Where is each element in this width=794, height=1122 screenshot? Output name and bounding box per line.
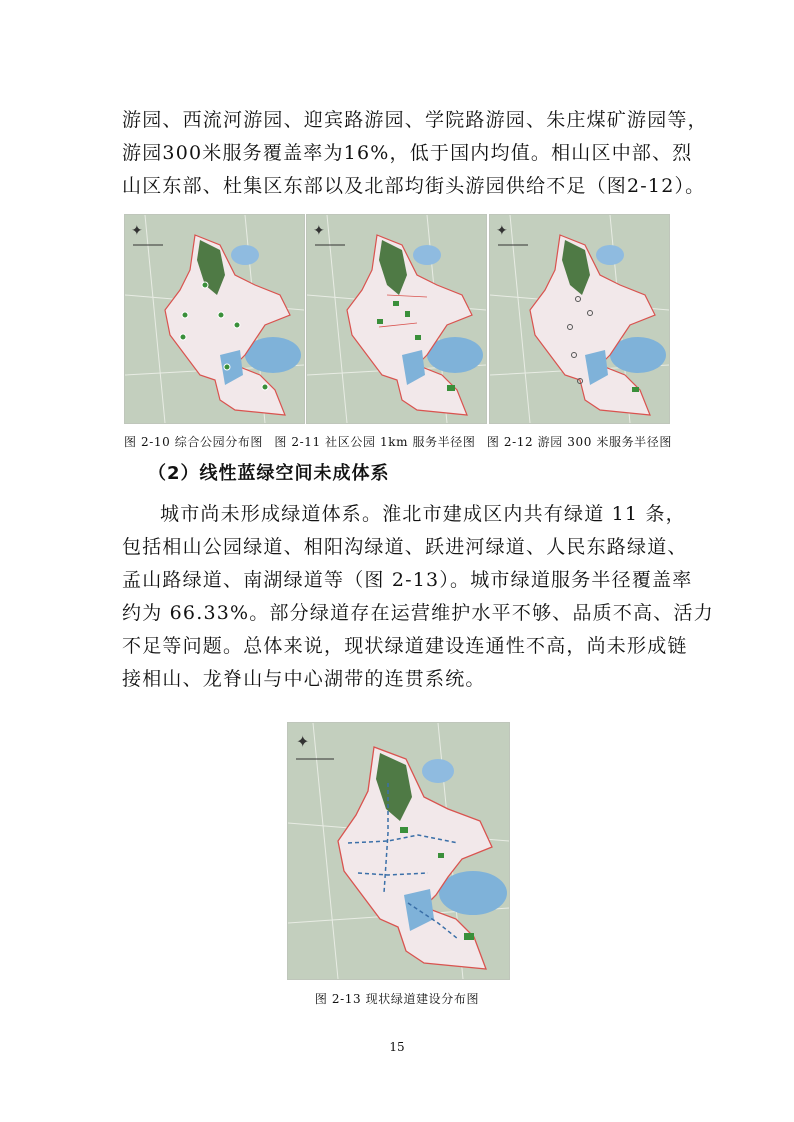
paragraph-line: 城市尚未形成绿道体系。淮北市建成区内共有绿道 11 条， [160, 503, 686, 525]
svg-text:✦: ✦ [496, 223, 508, 239]
paragraph-line: 游园、西流河游园、迎宾路游园、学院路游园、朱庄煤矿游园等， [122, 109, 708, 131]
figure-caption-greenways: 图 2-13 现状绿道建设分布图 [314, 992, 480, 1006]
svg-text:✦: ✦ [131, 223, 143, 239]
paragraph-line: 不足等问题。总体来说，现状绿道建设连通性不高，尚未形成链 [122, 635, 688, 657]
svg-text:✦: ✦ [296, 732, 310, 751]
paragraph-line: 包括相山公园绿道、相阳沟绿道、跃进河绿道、人民东路绿道、 [122, 536, 688, 558]
paragraph-line: 游园300米服务覆盖率为16%，低于国内均值。相山区中部、烈 [122, 142, 693, 164]
map-greenways [287, 722, 510, 980]
paragraph-2 [122, 498, 714, 696]
paragraph-line: 约为 66.33%。部分绿道存在运营维护水平不够、品质不高、活力 [122, 602, 714, 624]
map-community-parks [306, 214, 487, 424]
svg-text:✦: ✦ [313, 223, 325, 239]
figure-caption: 图 2-12 游园 300 米服务半径图 [486, 435, 672, 449]
paragraph-1 [122, 104, 708, 203]
section-heading: （2）线性蓝绿空间未成体系 [148, 463, 390, 484]
map-comprehensive-parks [124, 214, 305, 424]
figure-caption: 图 2-10 综合公园分布图 [124, 435, 263, 449]
paragraph-line: 山区东部、杜集区东部以及北部均街头游园供给不足（图2-12）。 [122, 175, 706, 197]
figure-caption: 图 2-11 社区公园 1km 服务半径图 [274, 435, 476, 449]
figure-row-captions [124, 433, 672, 450]
page-number: 15 [389, 1040, 405, 1054]
paragraph-line: 接相山、龙脊山与中心湖带的连贯系统。 [122, 668, 486, 690]
map-pocket-parks [489, 214, 670, 424]
paragraph-line: 孟山路绿道、南湖绿道等（图 2-13）。城市绿道服务半径覆盖率 [122, 569, 693, 591]
